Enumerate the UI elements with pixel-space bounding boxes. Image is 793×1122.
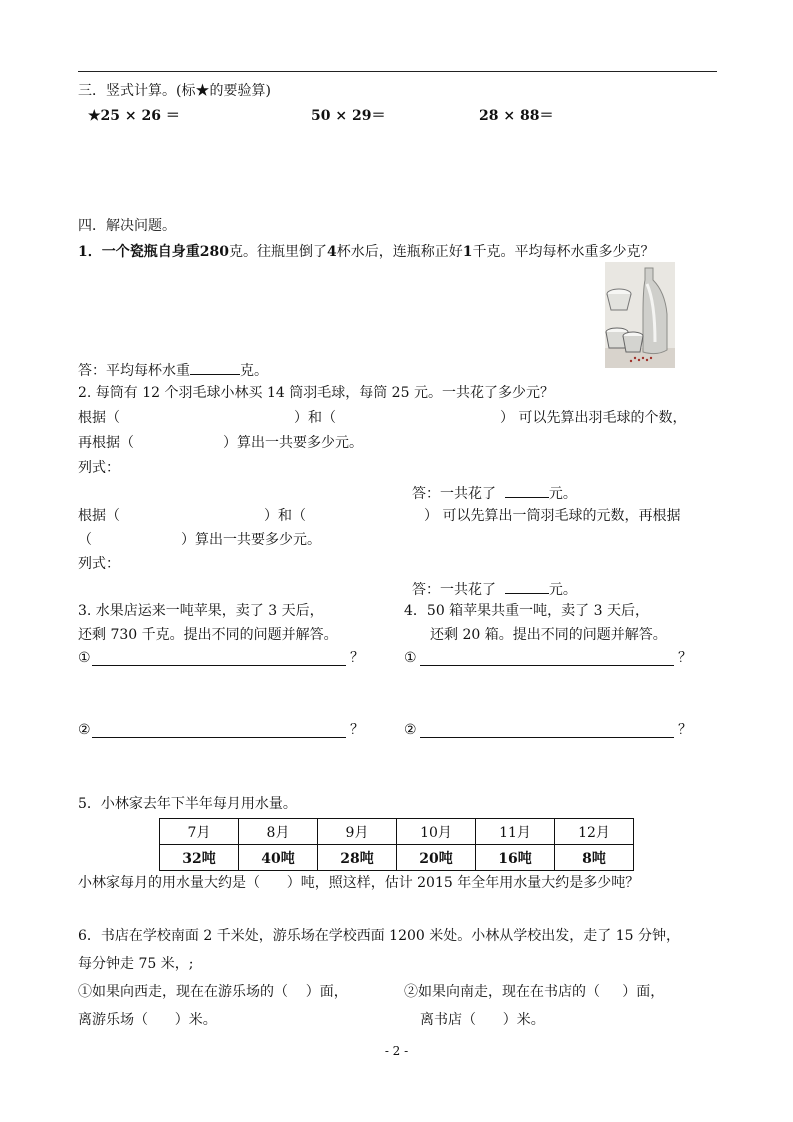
q4-item1-line[interactable]: [420, 665, 674, 666]
q4-item1-marker: ①: [404, 650, 417, 666]
amount-cell: 20吨: [397, 845, 476, 871]
q6-a-line2: 离游乐场（ ）米。: [78, 1012, 217, 1028]
q2-answer-1-blank[interactable]: [505, 484, 549, 498]
q2-answer-1-unit: 元。: [548, 486, 577, 502]
problem-3: 28 × 88＝: [479, 108, 554, 124]
q1-part-d: 千克。平均每杯水重多少克？: [472, 244, 655, 260]
month-cell: 11月: [476, 819, 555, 845]
q2-answer-2-blank[interactable]: [505, 580, 549, 594]
q3-item2-marker: ②: [78, 722, 91, 738]
q2-p1-end: ） 可以先算出羽毛球的个数，: [500, 410, 687, 426]
q3-line2: 还剩 730 千克。提出不同的问题并解答。: [78, 627, 338, 643]
q1-part-b: 克。往瓶里倒了: [228, 244, 327, 260]
q4-item2-marker: ②: [404, 722, 417, 738]
q1-n3: 1: [462, 244, 473, 260]
q4-line2: 还剩 20 箱。提出不同的问题并解答。: [430, 627, 667, 643]
q2-p2-he: ）和（: [264, 508, 306, 524]
month-cell: 10月: [397, 819, 476, 845]
q2-p1-genju: 根据（: [78, 410, 120, 426]
amount-cell: 28吨: [318, 845, 397, 871]
q6-b-line2: 离书店（ ）米。: [420, 1012, 545, 1028]
amount-cell: 16吨: [476, 845, 555, 871]
header-rule: [78, 71, 717, 72]
q3-item2-line[interactable]: [92, 737, 346, 738]
q2-p2-genju: 根据（: [78, 508, 120, 524]
q1-answer: [78, 361, 268, 380]
q6-a-line1: ①如果向西走，现在在游乐场的（ ）面，: [78, 984, 348, 1000]
q4-item2-line[interactable]: [420, 737, 674, 738]
q1-n2: 4: [326, 244, 337, 260]
q1-answer-suffix: 克。: [240, 363, 268, 379]
q4-item1-qmark: ？: [678, 650, 692, 666]
month-cell: 9月: [318, 819, 397, 845]
q2-answer-2: [412, 580, 577, 599]
q6-b-line1: ②如果向南走，现在在书店的（ ）面，: [404, 984, 665, 1000]
q1-part-a: 1．一个瓷瓶自身重: [78, 244, 200, 260]
month-cell: 7月: [160, 819, 239, 845]
q3-item1-marker: ①: [78, 650, 91, 666]
q6-line1: 6．书店在学校南面 2 千米处，游乐场在学校西面 1200 米处。小林从学校出发，走了 15 分钟，: [78, 928, 680, 944]
problem-2: 50 × 29＝: [311, 108, 386, 124]
q3-item2-qmark: ？: [350, 722, 364, 738]
month-cell: 12月: [555, 819, 634, 845]
q3-item1-qmark: ？: [350, 650, 364, 666]
q2-p1-line2: 再根据（ ）算出一共要多少元。: [78, 435, 364, 451]
q4-item2-qmark: ？: [678, 722, 692, 738]
table-row: [160, 845, 634, 871]
q3-item1-line[interactable]: [92, 665, 346, 666]
q4-line1: 4．50 箱苹果共重一吨，卖了 3 天后，: [404, 603, 649, 619]
table-row: [160, 819, 634, 845]
problem-1: ★25 × 26 ＝: [88, 108, 180, 124]
q2-answer-2-unit: 元。: [548, 582, 577, 598]
month-cell: 8月: [239, 819, 318, 845]
amount-cell: 40吨: [239, 845, 318, 871]
q1-part-c: 杯水后，连瓶称正好: [336, 244, 463, 260]
q1-text: [78, 244, 654, 261]
amount-cell: 32吨: [160, 845, 239, 871]
q5-question: 小林家每月的用水量大约是（ ）吨，照这样，估计 2015 年全年用水量大约是多少吨？: [78, 875, 640, 891]
q2-answer-2-text: 答：一共花了: [412, 582, 496, 598]
q6-line2: 每分钟走 75 米，;: [78, 956, 194, 972]
q2-line1: 2. 每筒有 12 个羽毛球小林买 14 筒羽毛球，每筒 25 元。一共花了多少元？: [78, 385, 554, 401]
q2-p1-he: ）和（: [294, 410, 336, 426]
q1-answer-blank[interactable]: [190, 361, 240, 375]
amount-cell: 8吨: [555, 845, 634, 871]
water-usage-table: [159, 818, 634, 871]
q1-answer-prefix: 答：平均每杯水重: [78, 363, 190, 379]
q2-formula-1: 列式：: [78, 460, 120, 476]
q2-p2-line2: （ ）算出一共要多少元。: [78, 532, 322, 548]
porcelain-bottle-photo: [605, 262, 675, 368]
q1-n1: 280: [199, 244, 229, 260]
q2-p2-end: ） 可以先算出一筒羽毛球的元数，再根据: [424, 508, 681, 524]
page-number: - 2 -: [384, 1044, 409, 1058]
q3-line1: 3. 水果店运来一吨苹果，卖了 3 天后，: [78, 603, 324, 619]
section4-title: 四．解决问题。: [78, 218, 176, 234]
q2-answer-1-text: 答：一共花了: [412, 486, 496, 502]
q5-title: 5．小林家去年下半年每月用水量。: [78, 796, 297, 812]
section3-title: 三．竖式计算。(标★的要验算): [78, 83, 271, 99]
q2-answer-1: [412, 484, 577, 503]
q2-formula-2: 列式：: [78, 556, 120, 572]
